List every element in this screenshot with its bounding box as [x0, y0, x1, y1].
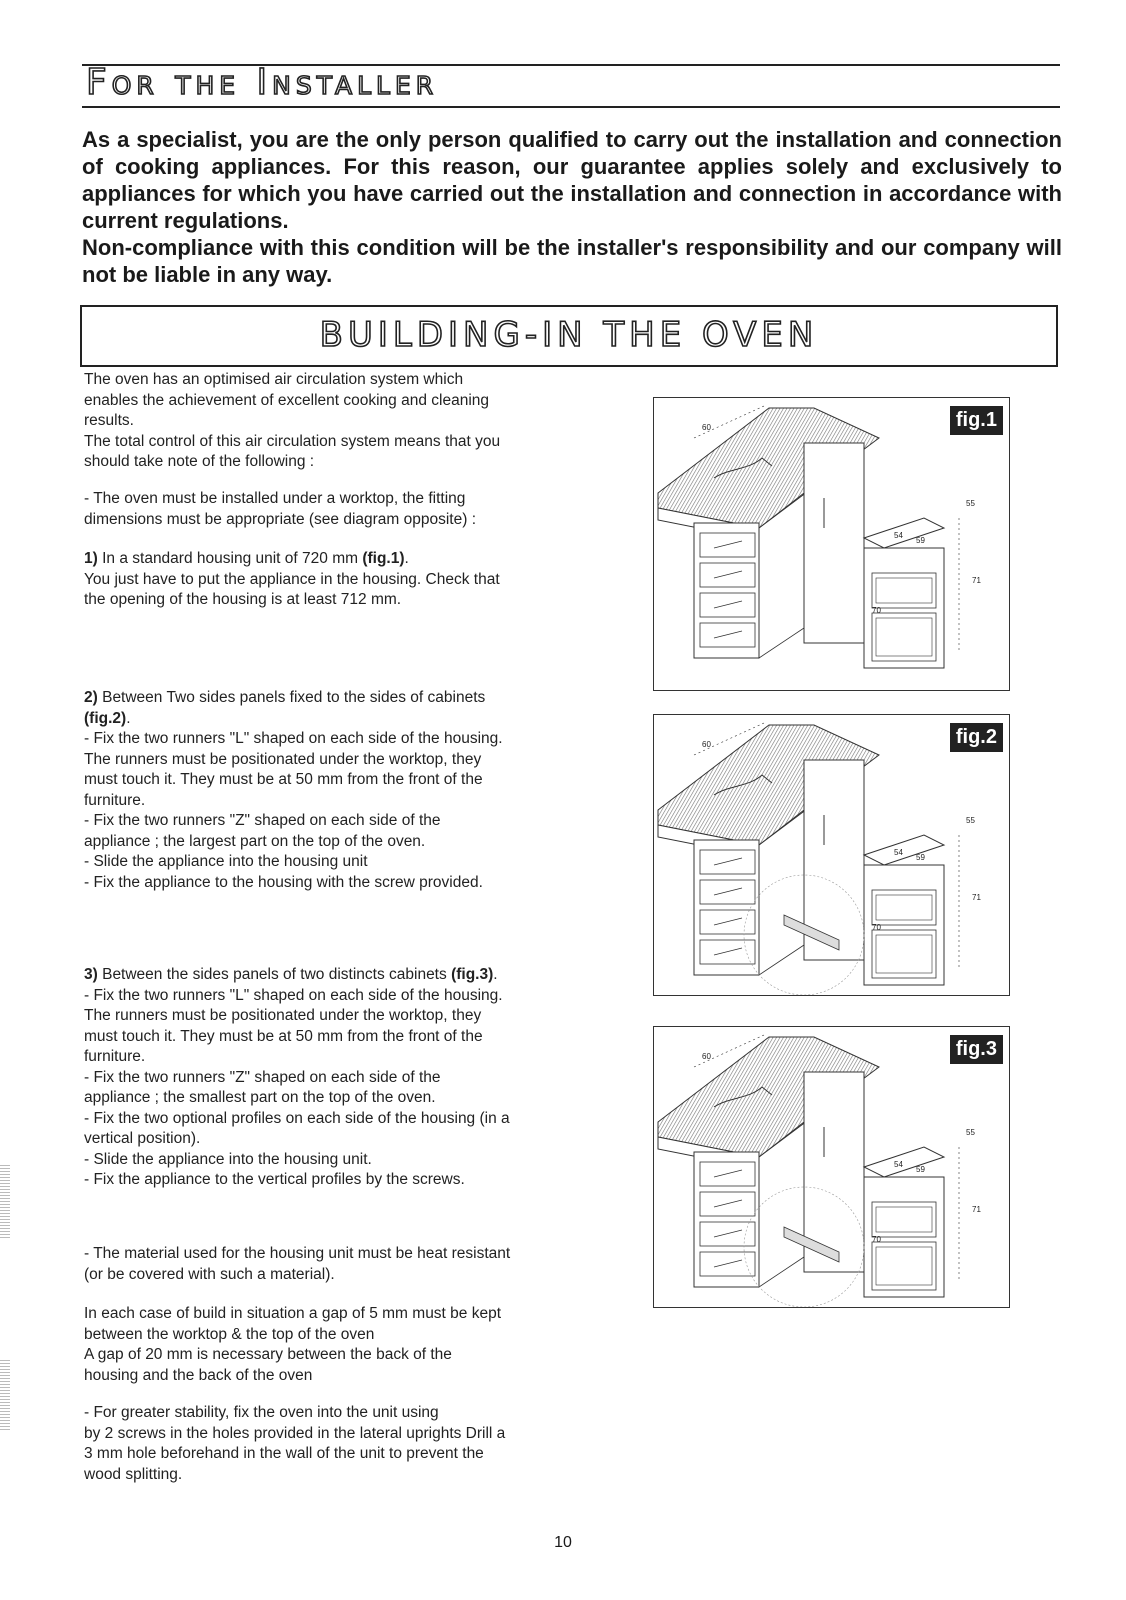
figure-1: [653, 397, 1010, 691]
case-number: 3): [84, 966, 98, 983]
case-lead: Between Two sides panels fixed to the sides of cabinets: [97, 689, 486, 706]
dimension-label: 55: [966, 1128, 975, 1137]
intro-warning: [82, 126, 1062, 288]
text-line: - Slide the appliance into the housing unit: [84, 853, 368, 870]
text-line: between the worktop & the top of the oven: [84, 1325, 375, 1343]
intro-paragraph-2: Non-compliance with this condition will be the installer's responsibility and our company will not be liable in any way.: [82, 235, 1062, 287]
text-line: A gap of 20 mm is necessary between the back of the: [84, 1346, 452, 1363]
drawer-unit: [694, 523, 759, 658]
section-title: BUILDING-IN THE OVEN: [319, 315, 819, 355]
section-header-box: [80, 305, 1058, 367]
dimension-label: 70: [872, 606, 881, 615]
text-line: appliance ; the smallest part on the top of the oven.: [84, 1089, 436, 1106]
dimension-label: 71: [972, 1205, 981, 1214]
text-line: results.: [84, 412, 134, 429]
oven-top: [864, 1147, 944, 1177]
text-line: - Fix the two runners "Z" shaped on each side of the: [84, 1068, 441, 1086]
text-line: - Slide the appliance into the housing unit.: [84, 1150, 372, 1168]
oven-top: [864, 835, 944, 865]
text-line: In each case of build in situation a gap of 5 mm must be kept: [84, 1305, 502, 1322]
figure-3: [653, 1026, 1010, 1308]
text-line: 3 mm hole beforehand in the wall of the unit to prevent the: [84, 1445, 484, 1462]
punctuation: .: [493, 966, 498, 983]
dimension-label: 54: [894, 531, 903, 540]
case-1-text: [84, 549, 564, 611]
text-line: - Fix the two runners "L" shaped on each side of the housing.: [84, 730, 503, 747]
dimension-label: 70: [872, 1235, 881, 1244]
text-line: - Fix the two runners "Z" shaped on each side of the: [84, 812, 441, 829]
worktop-text: [84, 489, 564, 530]
tall-cabinet: [804, 443, 864, 643]
text-line: vertical position).: [84, 1130, 201, 1147]
text-line: appliance ; the largest part on the top of the oven.: [84, 832, 426, 850]
dimension-label: 54: [894, 848, 903, 857]
fig-reference: (fig.3): [451, 966, 494, 983]
text-line: should take note of the following :: [84, 453, 315, 470]
dimension-label: 60: [702, 740, 711, 749]
figure-label: fig.1: [950, 406, 1003, 435]
text-line: The runners must be positionated under the worktop, they: [84, 1007, 482, 1024]
dimension-label: 70: [872, 923, 881, 932]
dimension-label: 60: [702, 423, 711, 432]
text-line: dimensions must be appropriate (see diagram opposite) :: [84, 510, 477, 528]
figure-label: fig.3: [950, 1035, 1003, 1064]
dimension-label: 59: [916, 853, 925, 862]
text-line: The oven has an optimised air circulation system which: [84, 371, 464, 388]
oven-top: [864, 518, 944, 548]
dimension-label: 55: [966, 499, 975, 508]
dimension-label: 55: [966, 816, 975, 825]
dimension-label: 59: [916, 1165, 925, 1174]
fig-reference: (fig.2): [84, 709, 127, 727]
text-line: - Fix the appliance to the vertical profiles by the screws.: [84, 1171, 465, 1188]
figure-label: fig.2: [950, 723, 1003, 752]
gaps-text: [84, 1304, 564, 1386]
text-line: furniture.: [84, 1048, 146, 1065]
text-line: - The material used for the housing unit must be heat resistant: [84, 1245, 511, 1262]
text-line: You just have to put the appliance in the housing. Check that: [84, 570, 500, 588]
text-line: - For greater stability, fix the oven into the unit using: [84, 1404, 439, 1421]
overview-text: [84, 370, 564, 473]
scan-edge-mark: [0, 1360, 10, 1430]
case-1-heading: [84, 549, 564, 570]
oven-installation-diagram: [654, 398, 1009, 690]
oven-installation-diagram: [654, 1027, 1009, 1307]
text-line: The runners must be positionated under the worktop, they: [84, 750, 482, 768]
case-number: 1): [84, 550, 98, 567]
oven-installation-diagram: [654, 715, 1009, 995]
fig-reference: (fig.1): [362, 550, 405, 567]
text-line: - Fix the two optional profiles on each side of the housing (in a: [84, 1109, 510, 1127]
page-number: 10: [554, 1534, 572, 1551]
text-line: by 2 screws in the holes provided in the lateral uprights Drill a: [84, 1424, 506, 1442]
stability-text: [84, 1403, 564, 1485]
text-line: - Fix the two runners "L" shaped on each side of the housing.: [84, 986, 503, 1004]
text-line: enables the achievement of excellent cooking and cleaning: [84, 391, 489, 409]
text-line: The total control of this air circulation system means that you: [84, 432, 501, 450]
page-title: For the Installer: [86, 62, 439, 103]
text-line: housing and the back of the oven: [84, 1366, 313, 1384]
drawer-unit: [694, 1152, 759, 1287]
case-2-ref-line: [84, 709, 564, 730]
dimension-label: 71: [972, 576, 981, 585]
case-3-text: [84, 965, 564, 1191]
case-2-text: [84, 688, 564, 893]
dimension-label: 59: [916, 536, 925, 545]
text-line: the opening of the housing is at least 712 mm.: [84, 591, 402, 608]
text-line: (or be covered with such a material).: [84, 1265, 335, 1283]
text-line: must touch it. They must be at 50 mm from the front of the: [84, 771, 483, 788]
material-text: [84, 1244, 564, 1285]
text-line: - The oven must be installed under a worktop, the fitting: [84, 490, 466, 507]
scan-edge-mark: [0, 1165, 10, 1240]
case-2-heading: [84, 688, 564, 709]
text-line: - Fix the appliance to the housing with the screw provided.: [84, 873, 483, 891]
header-rule-bottom: [82, 106, 1060, 108]
dimension-label: 54: [894, 1160, 903, 1169]
punctuation: .: [126, 709, 131, 727]
figure-2: [653, 714, 1010, 996]
dimension-label: 60: [702, 1052, 711, 1061]
case-3-heading: [84, 965, 564, 986]
text-line: furniture.: [84, 791, 146, 809]
intro-paragraph-1: As a specialist, you are the only person qualified to carry out the installation and connection of cooking appliances. For this reason, our guarantee applies solely and exclusively to appliances for which you have carried out the installation and connection in accordance with current regulations.: [82, 127, 1062, 233]
drawer-unit: [694, 840, 759, 975]
dimension-label: 71: [972, 893, 981, 902]
case-number: 2): [84, 689, 98, 706]
case-lead: In a standard housing unit of 720 mm: [97, 550, 363, 567]
punctuation: .: [404, 550, 409, 567]
text-line: wood splitting.: [84, 1465, 183, 1483]
text-line: must touch it. They must be at 50 mm from the front of the: [84, 1027, 483, 1045]
case-lead: Between the sides panels of two distincts cabinets: [97, 966, 452, 983]
